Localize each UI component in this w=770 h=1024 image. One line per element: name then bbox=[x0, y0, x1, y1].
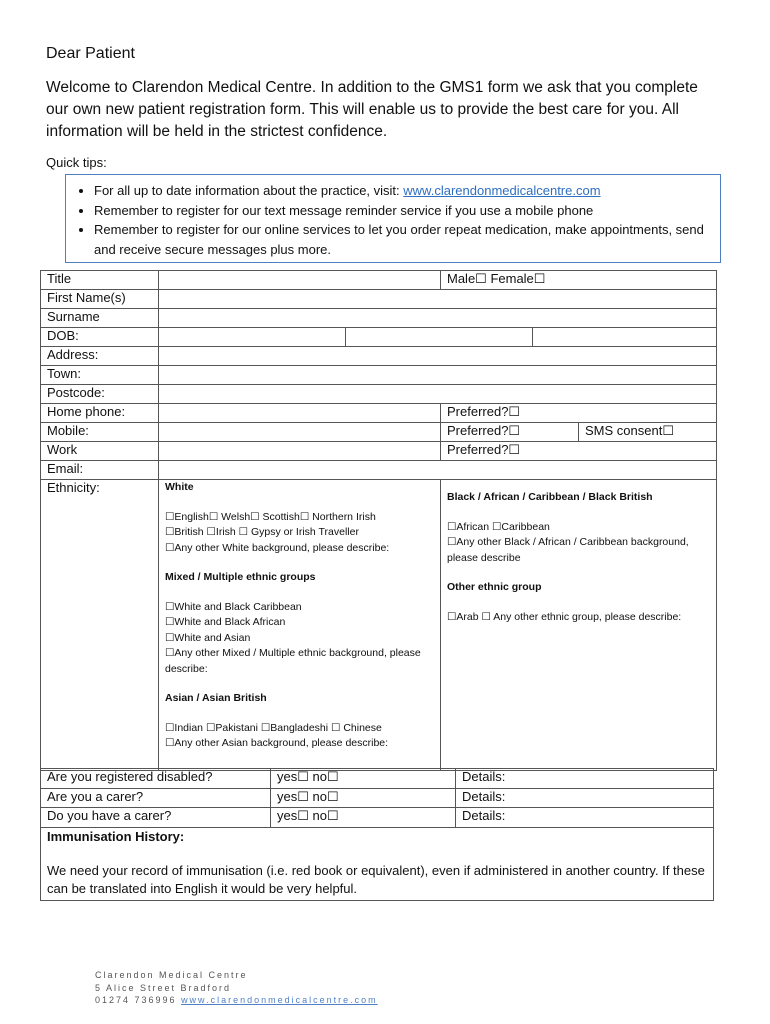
gender-checkboxes[interactable]: Male☐ Female☐ bbox=[441, 271, 717, 290]
have-carer-yes-no[interactable]: yes☐ no☐ bbox=[271, 808, 456, 828]
work-phone-field[interactable] bbox=[159, 442, 441, 461]
disabled-question: Are you registered disabled? bbox=[41, 769, 271, 789]
tips-box bbox=[65, 174, 721, 263]
mobile-preferred-checkbox[interactable]: Preferred?☐ bbox=[441, 423, 579, 442]
tip-item: • Remember to register for our text message reminder service if you use a mobile phone bbox=[94, 201, 720, 221]
ethnicity-option[interactable]: ☐White and Asian bbox=[165, 631, 251, 644]
immunisation-section bbox=[41, 827, 714, 900]
footer-phone: 01274 736996 bbox=[95, 995, 182, 1005]
town-label: Town: bbox=[41, 366, 159, 385]
title-field[interactable] bbox=[159, 271, 441, 290]
mixed-heading: Mixed / Multiple ethnic groups bbox=[165, 571, 316, 583]
dob-month-field[interactable] bbox=[346, 328, 533, 347]
other-heading: Other ethnic group bbox=[447, 581, 542, 593]
tip-text: For all up to date information about the practice, visit: bbox=[94, 183, 404, 198]
first-name-field[interactable] bbox=[159, 290, 717, 309]
ethnicity-label: Ethnicity: bbox=[41, 480, 159, 771]
ethnicity-option[interactable]: ☐White and Black Caribbean bbox=[165, 600, 302, 613]
additional-info-table bbox=[40, 768, 714, 901]
website-link[interactable]: www.clarendonmedicalcentre.com bbox=[403, 183, 601, 198]
postcode-field[interactable] bbox=[159, 385, 717, 404]
sms-consent-checkbox[interactable]: SMS consent☐ bbox=[579, 423, 717, 442]
address-label: Address: bbox=[41, 347, 159, 366]
immunisation-heading: Immunisation History: bbox=[47, 828, 185, 844]
surname-label: Surname bbox=[41, 309, 159, 328]
intro-text: Welcome to Clarendon Medical Centre. In addition to the GMS1 form we ask that you complete our own new patient registration form. This will enable us to provide the best care for you. All information will be held in the strictest confidence. bbox=[46, 79, 698, 140]
ethnicity-option[interactable]: ☐Indian ☐Pakistani ☐Bangladeshi ☐ Chinese bbox=[165, 721, 382, 734]
disabled-yes-no[interactable]: yes☐ no☐ bbox=[271, 769, 456, 789]
surname-field[interactable] bbox=[159, 309, 717, 328]
carer-question: Are you a carer? bbox=[41, 788, 271, 808]
ethnicity-option[interactable]: ☐Any other Black / African / Caribbean background, please describe bbox=[447, 536, 689, 564]
home-phone-field[interactable] bbox=[159, 404, 441, 423]
ethnicity-option[interactable]: ☐African ☐Caribbean bbox=[447, 520, 550, 533]
ethnicity-column-right[interactable] bbox=[441, 480, 717, 771]
footer bbox=[95, 969, 378, 1007]
quick-tips-label: Quick tips: bbox=[46, 155, 107, 170]
have-carer-details[interactable]: Details: bbox=[456, 808, 714, 828]
footer-address: 5 Alice Street Bradford bbox=[95, 982, 232, 993]
white-heading: White bbox=[165, 481, 194, 493]
greeting: Dear Patient bbox=[46, 45, 135, 62]
have-carer-question: Do you have a carer? bbox=[41, 808, 271, 828]
ethnicity-option[interactable]: ☐British ☐Irish ☐ Gypsy or Irish Traveller bbox=[165, 526, 359, 538]
ethnicity-option[interactable]: ☐Any other White background, please describe: bbox=[165, 541, 390, 554]
email-label: Email: bbox=[41, 461, 159, 480]
home-preferred-checkbox[interactable]: Preferred?☐ bbox=[441, 404, 717, 423]
ethnicity-option[interactable]: ☐English☐ Welsh☐ Scottish☐ Northern Irish bbox=[165, 510, 376, 523]
ethnicity-option[interactable]: ☐White and Black African bbox=[165, 616, 286, 628]
email-field[interactable] bbox=[159, 461, 717, 480]
tip-item bbox=[94, 181, 720, 201]
dob-label: DOB: bbox=[41, 328, 159, 347]
dob-day-field[interactable] bbox=[159, 328, 346, 347]
town-field[interactable] bbox=[159, 366, 717, 385]
ethnicity-option[interactable]: ☐Any other Mixed / Multiple ethnic background, please describe: bbox=[165, 647, 421, 675]
footer-name: Clarendon Medical Centre bbox=[95, 970, 248, 980]
footer-website-link[interactable]: www.clarendonmedicalcentre.com bbox=[181, 995, 378, 1005]
title-label: Title bbox=[41, 271, 159, 290]
dob-year-field[interactable] bbox=[533, 328, 717, 347]
asian-heading: Asian / Asian British bbox=[165, 692, 267, 704]
disabled-details[interactable]: Details: bbox=[456, 769, 714, 789]
address-field[interactable] bbox=[159, 347, 717, 366]
patient-details-table bbox=[40, 270, 717, 771]
mobile-label: Mobile: bbox=[41, 423, 159, 442]
carer-details[interactable]: Details: bbox=[456, 788, 714, 808]
ethnicity-option[interactable]: ☐Any other Asian background, please describe: bbox=[165, 737, 389, 749]
tip-item: • Remember to register for our online services to let you order repeat medication, make appointments, send and receive secure messages plus more. bbox=[94, 220, 720, 259]
carer-yes-no[interactable]: yes☐ no☐ bbox=[271, 788, 456, 808]
black-heading: Black / African / Caribbean / Black British bbox=[447, 491, 653, 503]
postcode-label: Postcode: bbox=[41, 385, 159, 404]
home-phone-label: Home phone: bbox=[41, 404, 159, 423]
ethnicity-column-left[interactable] bbox=[159, 480, 441, 771]
immunisation-text: We need your record of immunisation (i.e. red book or equivalent), even if administered in another country. If these can be translated into English it would be very helpful. bbox=[47, 862, 705, 896]
work-label: Work bbox=[41, 442, 159, 461]
ethnicity-option[interactable]: ☐Arab ☐ Any other ethnic group, please describe: bbox=[447, 610, 682, 623]
mobile-field[interactable] bbox=[159, 423, 441, 442]
first-name-label: First Name(s) bbox=[41, 290, 159, 309]
work-preferred-checkbox[interactable]: Preferred?☐ bbox=[441, 442, 717, 461]
